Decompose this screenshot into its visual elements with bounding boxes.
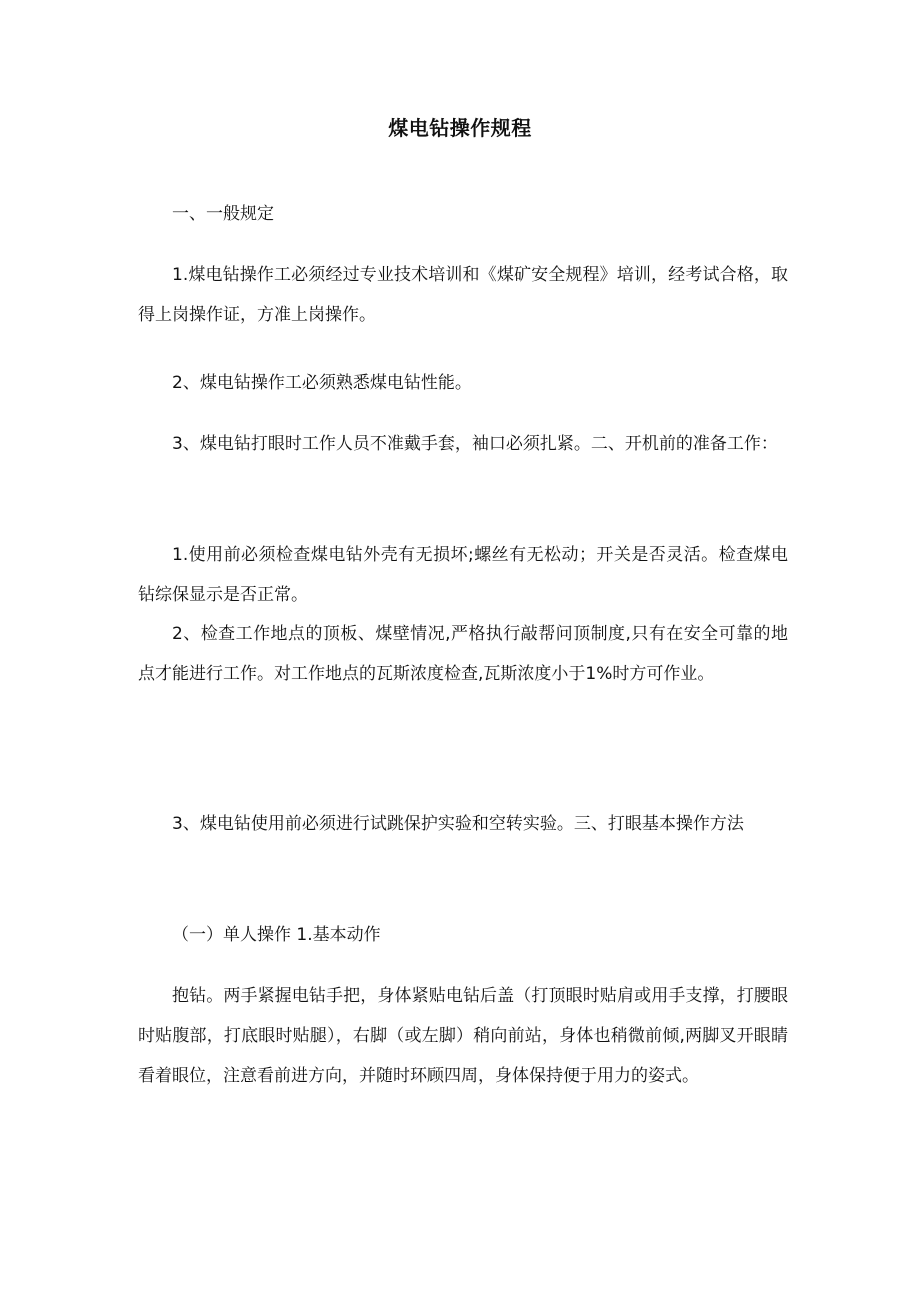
document-title: 煤电钻操作规程 — [388, 116, 532, 140]
paragraph-3: 3、煤电钻打眼时工作人员不准戴手套，袖口必须扎紧。二、开机前的准备工作： — [172, 434, 778, 454]
subsection-heading-single-operation: （一）单人操作 1.基本动作 — [172, 925, 381, 945]
paragraph-6: 3、煤电钻使用前必须进行试跳保护实验和空转实验。三、打眼基本操作方法 — [172, 814, 744, 834]
paragraph-4: 1.使用前必须检查煤电钻外壳有无损坏;螺丝有无松动；开关是否灵活。检查煤电钻综保显示是否正常。 — [138, 545, 788, 605]
paragraph-5: 2、检查工作地点的顶板、煤壁情况,严格执行敲帮问顶制度,只有在安全可靠的地点才能进行工作。对工作地点的瓦斯浓度检查,瓦斯浓度小于1%时方可作业。 — [138, 624, 788, 684]
paragraph-7: 抱钻。两手紧握电钻手把，身体紧贴电钻后盖（打顶眼时贴肩或用手支撑，打腰眼时贴腹部，打底眼时贴腿），右脚（或左脚）稍向前站，身体也稍微前倾,两脚叉开眼睛看着眼位，注意看前进方向，并随时环顾四周，身体保持便于用力的姿式。 — [138, 986, 788, 1086]
section-heading-general: 一、一般规定 — [172, 204, 274, 224]
paragraph-1: 1.煤电钻操作工必须经过专业技术培训和《煤矿安全规程》培训，经考试合格，取得上岗操作证，方准上岗操作。 — [138, 265, 788, 325]
paragraph-2: 2、煤电钻操作工必须熟悉煤电钻性能。 — [172, 373, 472, 393]
